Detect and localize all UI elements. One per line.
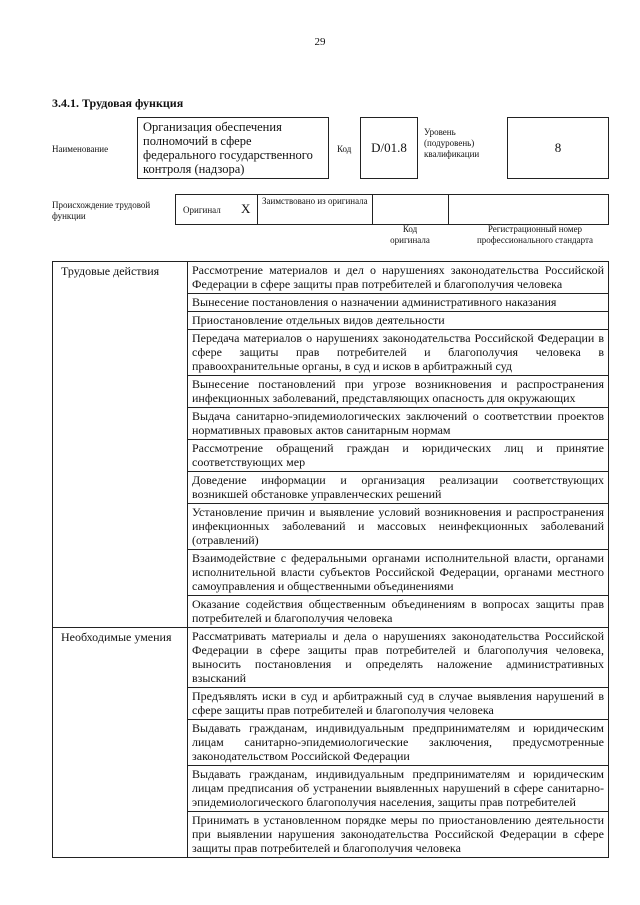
category-cell: Необходимые умения [53, 628, 188, 858]
table-cell: Приостановление отдельных видов деятельности [188, 312, 609, 330]
reg-number-label: Регистрационный номер профессионального стандарта [476, 224, 594, 245]
table-cell: Доведение информации и организация реализации соответствующих возникшей обстановке управленческих решений [188, 472, 609, 504]
functions-table [52, 261, 609, 858]
table-row [53, 628, 609, 688]
function-name-box: Организация обеспечения полномочий в сфере федерального государственного контроля (надзора) [137, 117, 329, 179]
name-label: Наименование [52, 144, 109, 154]
table-cell: Рассмотрение материалов и дел о нарушениях законодательства Российской Федерации в сфере защиты прав потребителей и благополучия человека [188, 262, 609, 294]
table-cell: Передача материалов о нарушениях законодательства Российской Федерации в сфере защиты прав потребителей и благополучия человека в правоохранительные органы, в суд и исков в арбитражный суд [188, 330, 609, 376]
section-title: 3.4.1. Трудовая функция [52, 96, 184, 110]
table-cell: Оказание содействия общественным объединениям в вопросах защиты прав потребителей и благополучия человека [188, 596, 609, 628]
original-label: Оригинал [183, 205, 221, 215]
table-cell: Выдавать гражданам, индивидуальным предпринимателям и юридическим лицам санитарно-эпидемиологические заключения, предусмотренные законодательством Российской Федерации [188, 720, 609, 766]
code-original-label: Код оригинала [390, 224, 430, 245]
table-row [53, 262, 609, 294]
table-cell: Выдача санитарно-эпидемиологических заключений о соответствии проектов нормативных правовых актов санитарным нормам [188, 408, 609, 440]
divider [257, 195, 258, 224]
table-cell: Выдавать гражданам, индивидуальным предпринимателям и юридическим лицам предписания об устранении выявленных нарушений в сфере санитарно-эпидемиологического благополучия населения, защиты прав потребителей [188, 766, 609, 812]
category-cell: Трудовые действия [53, 262, 188, 628]
table-cell: Взаимодействие с федеральными органами исполнительной власти, органами исполнительной власти субъектов Российской Федерации, органами местного самоуправления и общественными объединениями [188, 550, 609, 596]
table-cell: Рассматривать материалы и дела о нарушениях законодательства Российской Федерации в сфере защиты прав потребителей и благополучия человека, выносить постановления и определять наложение административных взысканий [188, 628, 609, 688]
page-number: 29 [314, 36, 326, 48]
original-mark: X [241, 201, 251, 216]
function-code-box: D/01.8 [360, 117, 418, 179]
table-cell: Принимать в установленном порядке меры по приостановлению деятельности при выявлении нарушения законодательства Российской Федерации в сфере защиты прав потребителей и благополучия человека [188, 812, 609, 858]
origin-label: Происхождение трудовой функции [52, 200, 151, 221]
code-label: Код [337, 144, 352, 154]
table-cell: Установление причин и выявление условий возникновения и распространения инфекционных заболеваний и массовых неинфекционных заболеваний (отравлений) [188, 504, 609, 550]
borrowed-label: Заимствовано из оригинала [262, 196, 368, 206]
table-cell: Вынесение постановлений при угрозе возникновения и распространения инфекционных заболеваний, представляющих опасность для окружающих [188, 376, 609, 408]
table-cell: Вынесение постановления о назначении административного наказания [188, 294, 609, 312]
divider [448, 195, 449, 224]
table-cell: Рассмотрение обращений граждан и юридических лиц и принятие соответствующих мер [188, 440, 609, 472]
divider [372, 195, 373, 224]
level-label: Уровень (подуровень) квалификации [424, 127, 480, 159]
table-cell: Предъявлять иски в суд и арбитражный суд в случае выявления нарушений в сфере защиты прав потребителей и благополучия человека [188, 688, 609, 720]
level-box: 8 [507, 117, 609, 179]
